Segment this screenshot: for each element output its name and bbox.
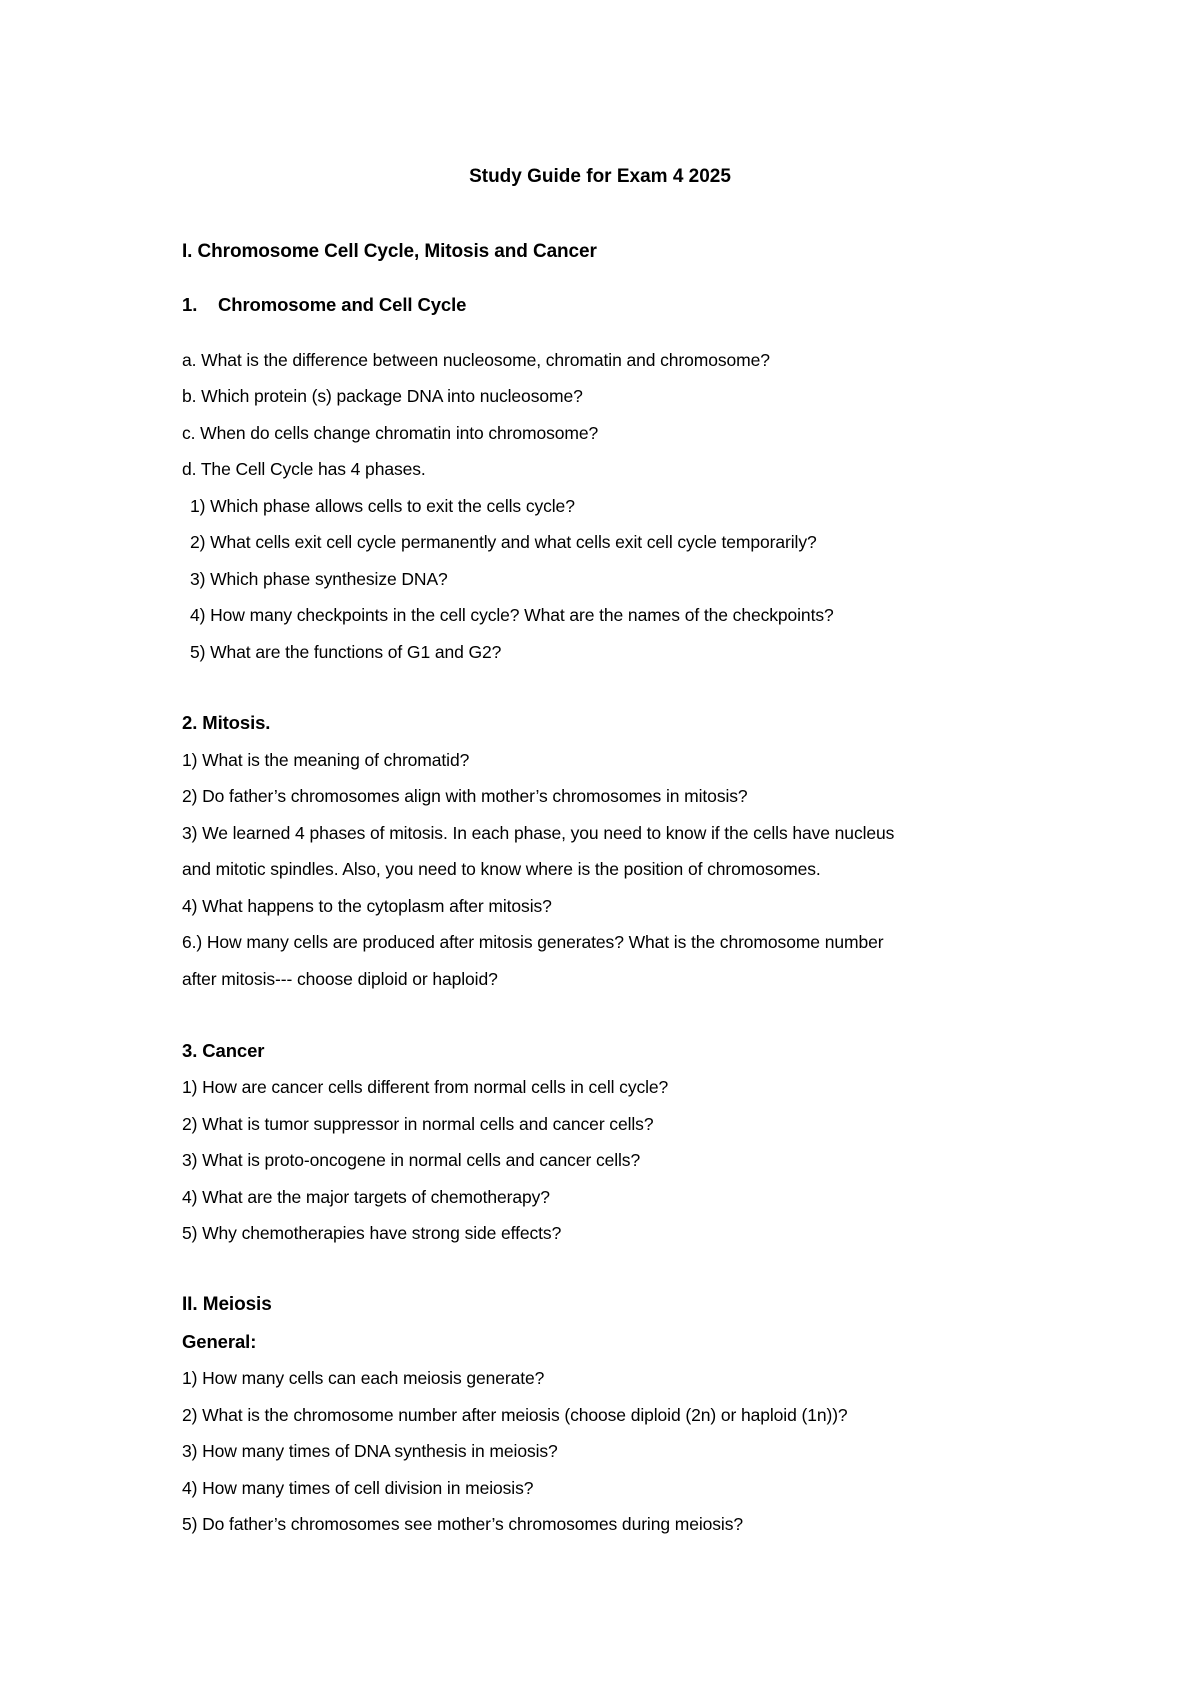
- question-subitem: 4) How many checkpoints in the cell cycle? What are the names of the checkpoints?: [190, 605, 834, 625]
- document-title: Study Guide for Exam 4 2025: [469, 166, 731, 187]
- question-item: 2) What is the chromosome number after meiosis (choose diploid (2n) or haploid (1n))?: [182, 1405, 848, 1425]
- question-item: b. Which protein (s) package DNA into nucleosome?: [182, 386, 583, 406]
- subsection-2-heading: 2. Mitosis.: [182, 712, 271, 733]
- subsection-1-number: 1.: [182, 294, 198, 315]
- question-item: c. When do cells change chromatin into chromosome?: [182, 423, 599, 443]
- question-item: 1) How are cancer cells different from normal cells in cell cycle?: [182, 1077, 669, 1097]
- section-1-heading: I. Chromosome Cell Cycle, Mitosis and Cancer: [182, 241, 597, 262]
- question-item: 1) How many cells can each meiosis generate?: [182, 1368, 545, 1388]
- question-item: and mitotic spindles. Also, you need to know where is the position of chromosomes.: [182, 859, 821, 879]
- question-item: 6.) How many cells are produced after mitosis generates? What is the chromosome number: [182, 932, 884, 952]
- subsection-1-title: Chromosome and Cell Cycle: [218, 294, 467, 315]
- question-item: 1) What is the meaning of chromatid?: [182, 750, 470, 770]
- question-item: 2) Do father’s chromosomes align with mother’s chromosomes in mitosis?: [182, 786, 748, 806]
- section-2-heading: II. Meiosis: [182, 1294, 272, 1315]
- question-item: 3) How many times of DNA synthesis in meiosis?: [182, 1441, 558, 1461]
- question-item: 3) We learned 4 phases of mitosis. In each phase, you need to know if the cells have nucleus: [182, 823, 895, 843]
- question-item: 2) What is tumor suppressor in normal cells and cancer cells?: [182, 1114, 654, 1134]
- question-item: 4) What happens to the cytoplasm after mitosis?: [182, 896, 552, 916]
- subsection-3-heading: 3. Cancer: [182, 1040, 265, 1061]
- question-item: 3) What is proto-oncogene in normal cells and cancer cells?: [182, 1150, 641, 1170]
- question-subitem: 3) Which phase synthesize DNA?: [190, 569, 448, 589]
- question-item: 5) Why chemotherapies have strong side effects?: [182, 1223, 562, 1243]
- question-item: after mitosis--- choose diploid or haploid?: [182, 969, 498, 989]
- general-heading: General:: [182, 1331, 257, 1352]
- question-item: 4) How many times of cell division in meiosis?: [182, 1478, 534, 1498]
- question-subitem: 2) What cells exit cell cycle permanently and what cells exit cell cycle temporarily?: [190, 532, 817, 552]
- subsection-1-heading: [182, 293, 466, 317]
- question-item: 5) Do father’s chromosomes see mother’s chromosomes during meiosis?: [182, 1514, 743, 1534]
- question-item: a. What is the difference between nucleosome, chromatin and chromosome?: [182, 350, 770, 370]
- question-subitem: 5) What are the functions of G1 and G2?: [190, 642, 502, 662]
- question-item: d. The Cell Cycle has 4 phases.: [182, 459, 426, 479]
- question-subitem: 1) Which phase allows cells to exit the cells cycle?: [190, 496, 575, 516]
- question-item: 4) What are the major targets of chemotherapy?: [182, 1187, 550, 1207]
